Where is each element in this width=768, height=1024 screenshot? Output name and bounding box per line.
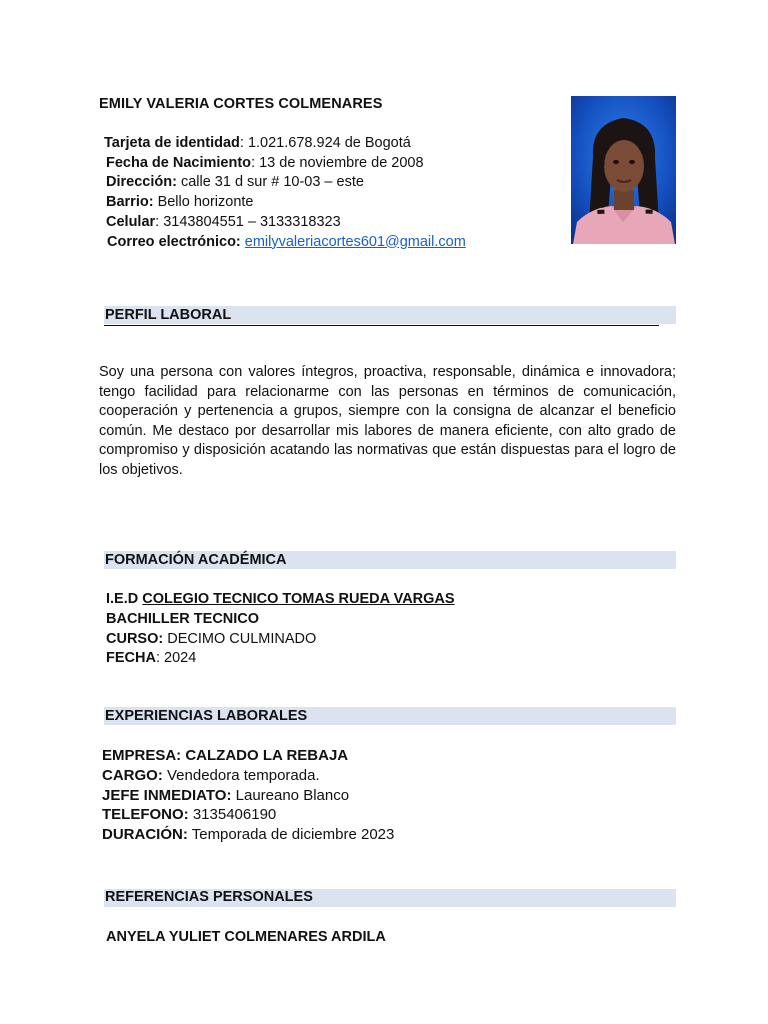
barrio-row bbox=[106, 193, 466, 213]
profile-photo bbox=[571, 96, 676, 244]
course-label: CURSO: bbox=[106, 630, 164, 647]
barrio-value: Bello horizonte bbox=[153, 194, 254, 211]
tel-value: 3135406190 bbox=[188, 806, 277, 824]
boss-label: JEFE INMEDIATO: bbox=[102, 786, 232, 804]
boss-row bbox=[102, 786, 394, 806]
duration-label: DURACIÓN: bbox=[102, 826, 188, 844]
tel-row bbox=[102, 805, 394, 825]
course-row bbox=[106, 630, 455, 650]
boss-value: Laureano Blanco bbox=[231, 786, 350, 804]
references-section-title: REFERENCIAS PERSONALES bbox=[105, 889, 313, 905]
experience-block bbox=[102, 746, 394, 845]
duration-value: Temporada de diciembre 2023 bbox=[187, 826, 395, 844]
degree: BACHILLER TECNICO bbox=[106, 610, 260, 627]
id-label: Tarjeta de identidad bbox=[104, 135, 240, 151]
reference-1-name-text: ANYELA YULIET COLMENARES ARDILA bbox=[106, 929, 386, 945]
email-link[interactable]: emilyvaleriacortes601@gmail.com bbox=[244, 233, 466, 250]
tel-label: TELEFONO: bbox=[102, 806, 189, 824]
education-block bbox=[106, 590, 455, 669]
phone-label: Celular bbox=[106, 213, 156, 230]
birth-label: Fecha de Nacimiento bbox=[106, 154, 252, 171]
phone-value: : 3143804551 – 3133318323 bbox=[155, 213, 341, 230]
reference-1-name bbox=[106, 928, 386, 948]
personal-info bbox=[104, 134, 466, 252]
address-value: calle 31 d sur # 10-03 – este bbox=[176, 174, 364, 191]
education-section-title: FORMACIÓN ACADÉMICA bbox=[105, 552, 287, 568]
school-name: COLEGIO TECNICO TOMAS RUEDA VARGAS bbox=[142, 591, 455, 607]
role-label: CARGO: bbox=[102, 766, 163, 784]
profile-section-title: PERFIL LABORAL bbox=[105, 307, 232, 323]
date-value: : 2024 bbox=[155, 650, 197, 667]
candidate-name: EMILY VALERIA CORTES COLMENARES bbox=[99, 96, 383, 112]
references-block bbox=[106, 928, 386, 948]
company: EMPRESA: CALZADO LA REBAJA bbox=[102, 747, 349, 764]
phone-row bbox=[106, 213, 466, 233]
degree-row bbox=[106, 610, 455, 630]
role-row bbox=[102, 766, 394, 786]
birth-value: : 13 de noviembre de 2008 bbox=[251, 154, 424, 171]
school-row bbox=[106, 590, 455, 610]
barrio-label: Barrio: bbox=[106, 194, 154, 211]
school-prefix: I.E.D bbox=[106, 591, 143, 607]
experience-section-title: EXPERIENCIAS LABORALES bbox=[105, 708, 308, 724]
birth-row bbox=[106, 154, 466, 174]
id-value: : 1.021.678.924 de Bogotá bbox=[239, 135, 411, 151]
date-row bbox=[106, 649, 455, 669]
email-label: Correo electrónico: bbox=[107, 233, 241, 250]
address-row bbox=[106, 173, 466, 193]
date-label: FECHA bbox=[106, 650, 156, 667]
profile-section-rule bbox=[104, 325, 659, 326]
role-value: Vendedora temporada. bbox=[162, 766, 320, 784]
profile-photo-image bbox=[571, 96, 676, 244]
address-label: Dirección: bbox=[106, 174, 177, 191]
course-value: DECIMO CULMINADO bbox=[163, 630, 317, 647]
email-row bbox=[107, 233, 466, 253]
id-row bbox=[104, 134, 466, 154]
duration-row bbox=[102, 825, 394, 845]
profile-text: Soy una persona con valores íntegros, proactiva, responsable, dinámica e innovadora; tengo facilidad para relacionarme con las personas en términos de comunicación, cooperación y pertenencia a grupos, siempre con la consigna de alcanzar el beneficio común. Me destaco por desarrollar mis labores de manera eficiente, con alto grado de compromiso y disposición acatando las normativas que están dispuestas para el logro de los objetivos. bbox=[99, 364, 676, 478]
company-row bbox=[102, 746, 394, 766]
